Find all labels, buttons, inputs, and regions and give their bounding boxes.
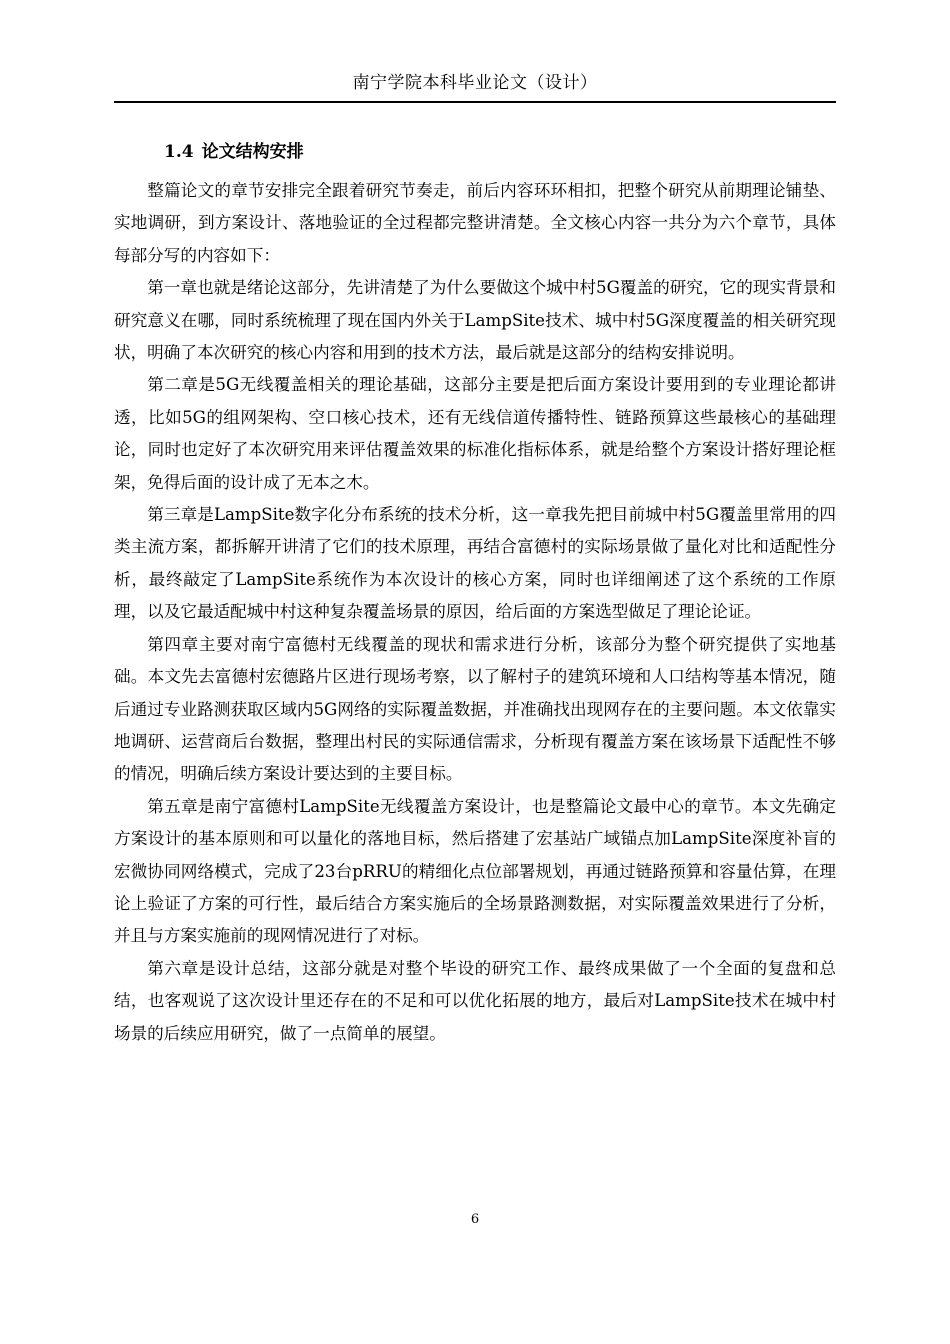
paragraph-chapter-1: 第一章也就是绪论这部分，先讲清楚了为什么要做这个城中村5G覆盖的研究，它的现实背景和研究意义在哪，同时系统梳理了现在国内外关于LampSite技术、城中村5G深度覆盖的相关研究现状，明确了本次研究的核心内容和用到的技术方法，最后就是这部分的结构安排说明。	[114, 278, 836, 363]
header-rule	[114, 101, 836, 103]
body-text	[114, 175, 836, 1050]
paragraph-chapter-2: 第二章是5G无线覆盖相关的理论基础，这部分主要是把后面方案设计要用到的专业理论都讲透，比如5G的组网架构、空口核心技术，还有无线信道传播特性、链路预算这些最核心的基础理论，同时也定好了本次研究用来评估覆盖效果的标准化指标体系，就是给整个方案设计搭好理论框架，免得后面的设计成了无本之木。	[114, 375, 836, 492]
paragraph-intro: 整篇论文的章节安排完全跟着研究节奏走，前后内容环环相扣，把整个研究从前期理论铺垫、实地调研，到方案设计、落地验证的全过程都完整讲清楚。全文核心内容一共分为六个章节，具体每部分写的内容如下：	[114, 181, 836, 265]
section-heading	[164, 140, 304, 164]
section-number: 1.4	[164, 142, 194, 162]
paragraph-chapter-3: 第三章是LampSite数字化分布系统的技术分析，这一章我先把目前城中村5G覆盖里常用的四类主流方案，都拆解开讲清了它们的技术原理，再结合富德村的实际场景做了量化对比和适配性分析，最终敲定了LampSite系统作为本次设计的核心方案，同时也详细阐述了这个系统的工作原理，以及它最适配城中村这种复杂覆盖场景的原因，给后面的方案选型做足了理论论证。	[114, 505, 836, 622]
paragraph-chapter-4: 第四章主要对南宁富德村无线覆盖的现状和需求进行分析，该部分为整个研究提供了实地基础。本文先去富德村宏德路片区进行现场考察，以了解村子的建筑环境和人口结构等基本情况，随后通过专业路测获取区域内5G网络的实际覆盖数据，并准确找出现网存在的主要问题。本文依靠实地调研、运营商后台数据，整理出村民的实际通信需求，分析现有覆盖方案在该场景下适配性不够的情况，明确后续方案设计要达到的主要目标。	[114, 634, 836, 784]
section-title: 论文结构安排	[201, 142, 304, 162]
paragraph-chapter-6: 第六章是设计总结，这部分就是对整个毕设的研究工作、最终成果做了一个全面的复盘和总结，也客观说了这次设计里还存在的不足和可以优化拓展的地方，最后对LampSite技术在城中村场景的后续应用研究，做了一点简单的展望。	[114, 958, 836, 1043]
running-header: 南宁学院本科毕业论文（设计）	[352, 73, 598, 93]
paragraph-chapter-5: 第五章是南宁富德村LampSite无线覆盖方案设计，也是整篇论文最中心的章节。本文先确定方案设计的基本原则和可以量化的落地目标，然后搭建了宏基站广域锚点加LampSite深度补盲的宏微协同网络模式，完成了23台pRRU的精细化点位部署规划，再通过链路预算和容量估算，在理论上验证了方案的可行性，最后结合方案实施后的全场景路测数据，对实际覆盖效果进行了分析，并且与方案实施前的现网情况进行了对标。	[114, 796, 836, 946]
page-number: 6	[470, 1212, 480, 1227]
